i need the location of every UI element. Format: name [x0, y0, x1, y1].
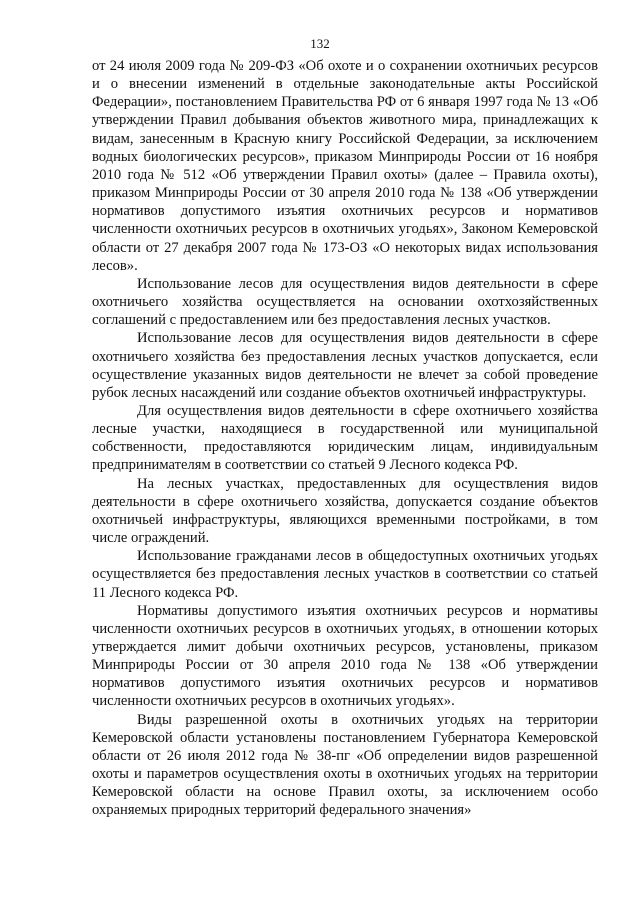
paragraph-permitted-hunting-types: Виды разрешенной охоты в охотничьих угодьях на территории Кемеровской области установлены постановлением Губернатора Кемеровской области от 26 июля 2012 года № 38-пг «Об определении видов разрешенной охоты и параметров осуществления охоты в охотничьих угодьях на территории Кемеровской области на основе Правил охоты, за исключением особо охраняемых природных территорий федерального значения»: [92, 711, 598, 819]
paragraph-plot-provision: Для осуществления видов деятельности в сфере охотничьего хозяйства лесные участки, находящиеся в государственной или муниципальной собственности, предоставляются юридическим лицам, индивидуальным предпринимателям в соответствии со статьей 9 Лесного кодекса РФ.: [92, 402, 598, 474]
page-number: 132: [310, 36, 330, 51]
paragraph-forest-use-agreements: Использование лесов для осуществления видов деятельности в сфере охотничьего хозяйства осуществляется на основании охотхозяйственных соглашений с предоставлением или без предоставления лесных участков.: [92, 275, 598, 329]
paragraph-temporary-infrastructure: На лесных участках, предоставленных для осуществления видов деятельности в сфере охотничьего хозяйства, допускается создание объектов охотничьей инфраструктуры, являющихся временными постройками, в том числе ограждений.: [92, 475, 598, 547]
paragraph-continuation: от 24 июля 2009 года № 209-ФЗ «Об охоте и о сохранении охотничьих ресурсов и о внесении изменений в отдельные законодательные акты Российской Федерации», постановлением Правительства РФ от 6 января 1997 года № 13 «Об утверждении Правил добывания объектов животного мира, принадлежащих к видам, занесенным в Красную книгу Российской Федерации, за исключением водных биологических ресурсов», приказом Минприроды России от 16 ноября 2010 года № 512 «Об утверждении Правил охоты» (далее – Правила охоты), приказом Минприроды России от 30 апреля 2010 года № 138 «Об утверждении нормативов допустимого изъятия охотничьих ресурсов и нормативов численности охотничьих ресурсов в охотничьих угодьях», Законом Кемеровской области от 27 декабря 2007 года № 173-ОЗ «О некоторых видах использования лесов».: [92, 58, 598, 274]
paragraph-forest-use-without-plots: Использование лесов для осуществления видов деятельности в сфере охотничьего хозяйства без предоставления лесных участков допускается, если осуществление указанных видов деятельности не влечет за собой проведение рубок лесных насаждений или создание объектов охотничьей инфраструктуры.: [92, 330, 598, 401]
page-body: [92, 57, 598, 820]
paragraph-public-hunting-grounds: Использование гражданами лесов в общедоступных охотничьих угодьях осуществляется без предоставления лесных участков в соответствии со статьей 11 Лесного кодекса РФ.: [92, 548, 598, 601]
paragraph-resource-norms: Нормативы допустимого изъятия охотничьих ресурсов и нормативы численности охотничьих ресурсов в охотничьих угодьях, в отношении которых утверждается лимит добычи охотничьих ресурсов, установлены, приказом Минприроды России от 30 апреля 2010 года № 138 «Об утверждении нормативов допустимого изъятия охотничьих ресурсов и нормативов численности охотничьих ресурсов в охотничьих угодьях».: [92, 602, 598, 710]
